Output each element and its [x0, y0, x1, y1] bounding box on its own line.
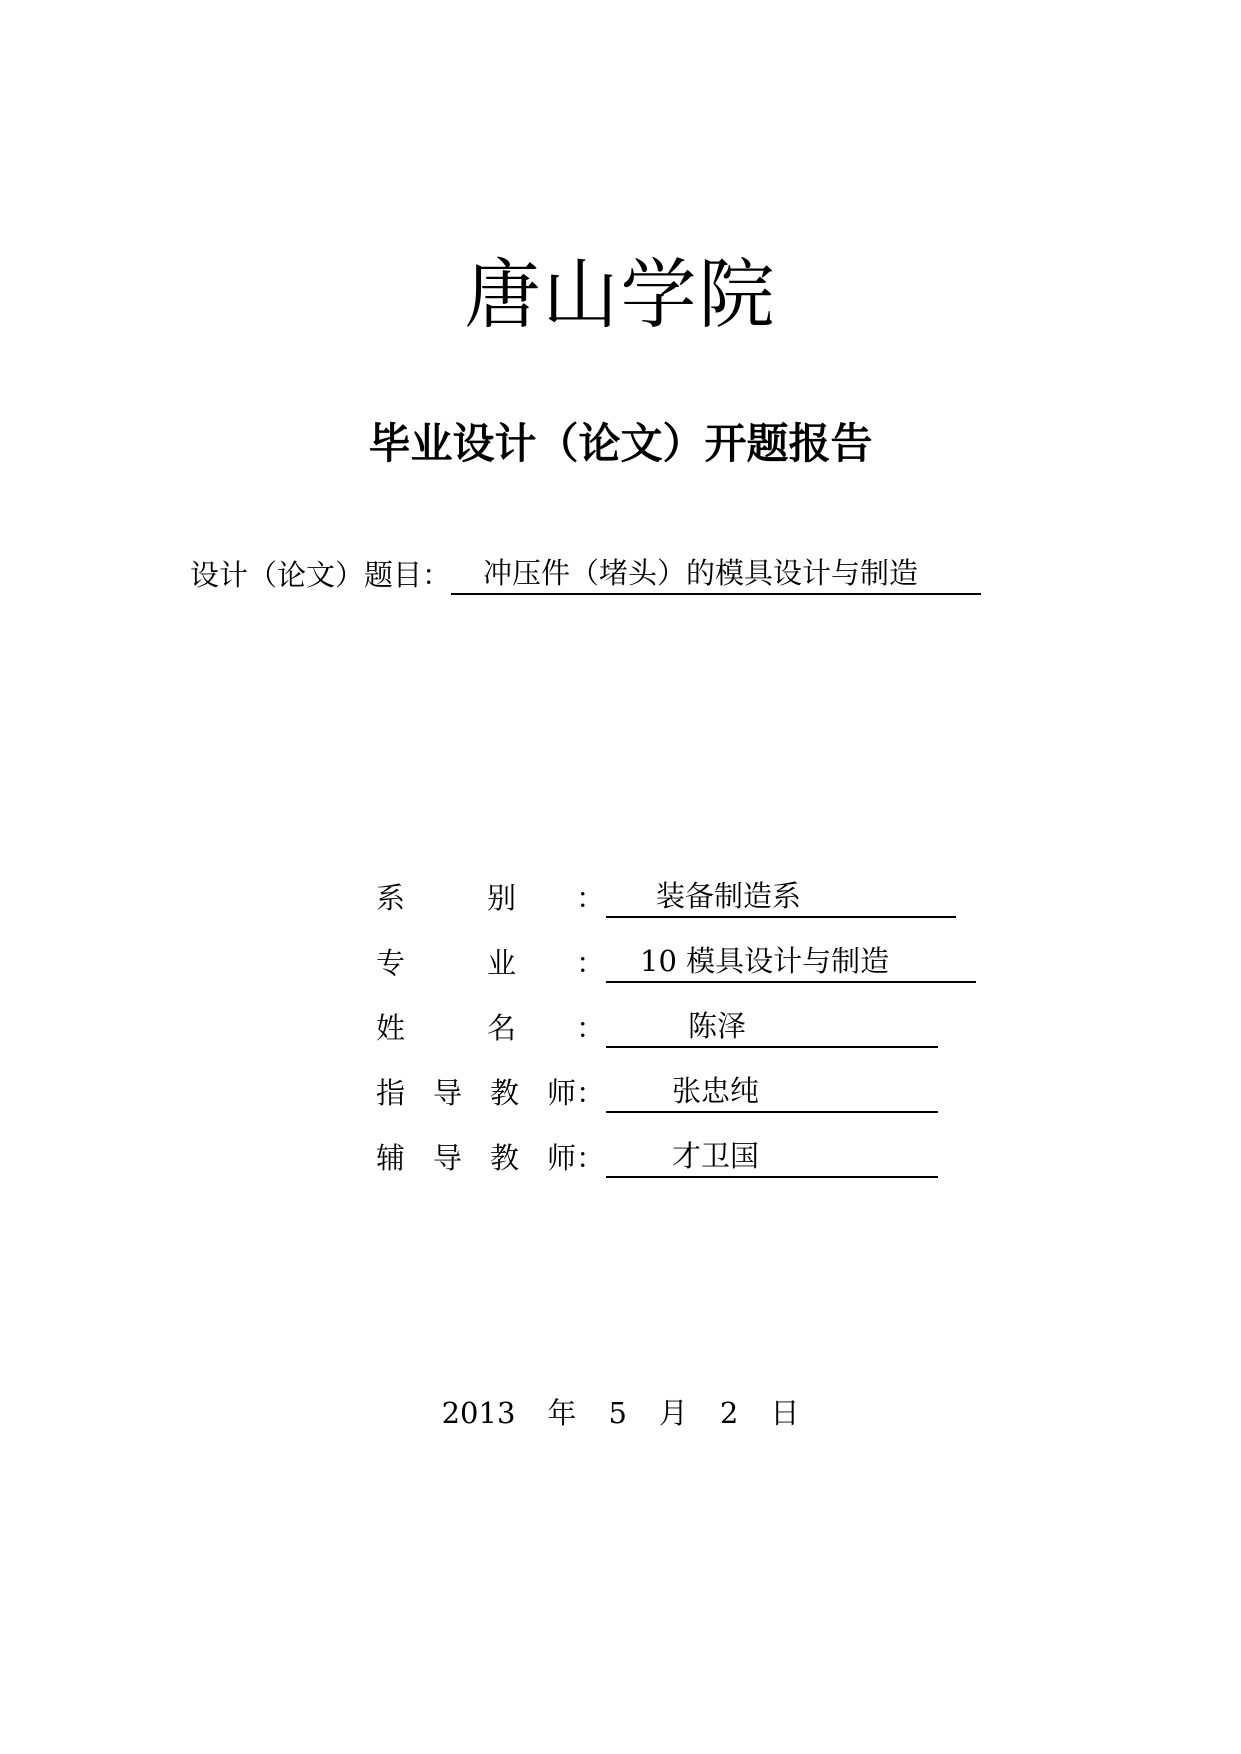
info-row-name — [376, 1006, 938, 1048]
name-label: 姓名 — [376, 1011, 516, 1045]
info-row-major — [376, 941, 976, 983]
major-value: 10 模具设计与制造 — [606, 941, 976, 983]
assistant-advisor-colon: ： — [576, 1141, 606, 1175]
school-name: 唐山学院 — [464, 250, 777, 339]
department-value: 装备制造系 — [606, 876, 956, 918]
major-colon: ： — [576, 946, 606, 980]
date-day-unit: 日 — [770, 1396, 800, 1430]
info-row-department — [376, 876, 956, 918]
name-value: 陈泽 — [606, 1006, 938, 1048]
assistant-advisor-value: 才卫国 — [606, 1136, 938, 1178]
date-day: 2 — [719, 1396, 739, 1430]
major-label: 专业 — [376, 946, 516, 980]
date-month-unit: 月 — [658, 1396, 688, 1430]
date-line — [0, 1393, 1241, 1433]
date-year: 2013 — [441, 1396, 516, 1430]
name-colon: ： — [576, 1011, 606, 1045]
topic-value: 冲压件（堵头）的模具设计与制造 — [451, 553, 981, 595]
date-year-unit: 年 — [547, 1396, 577, 1430]
advisor-colon: ： — [576, 1076, 606, 1110]
department-colon: ： — [576, 881, 606, 915]
report-title: 毕业设计（论文）开题报告 — [368, 419, 873, 468]
advisor-label: 指导教师 — [376, 1076, 576, 1110]
topic-row — [190, 553, 981, 595]
assistant-advisor-label: 辅导教师 — [376, 1141, 576, 1175]
info-row-advisor — [376, 1071, 938, 1113]
date-month: 5 — [608, 1396, 627, 1430]
advisor-value: 张忠纯 — [606, 1071, 938, 1113]
info-row-assistant-advisor — [376, 1136, 938, 1178]
department-label: 系别 — [376, 881, 516, 915]
topic-label: 设计（论文）题目： — [190, 558, 452, 592]
